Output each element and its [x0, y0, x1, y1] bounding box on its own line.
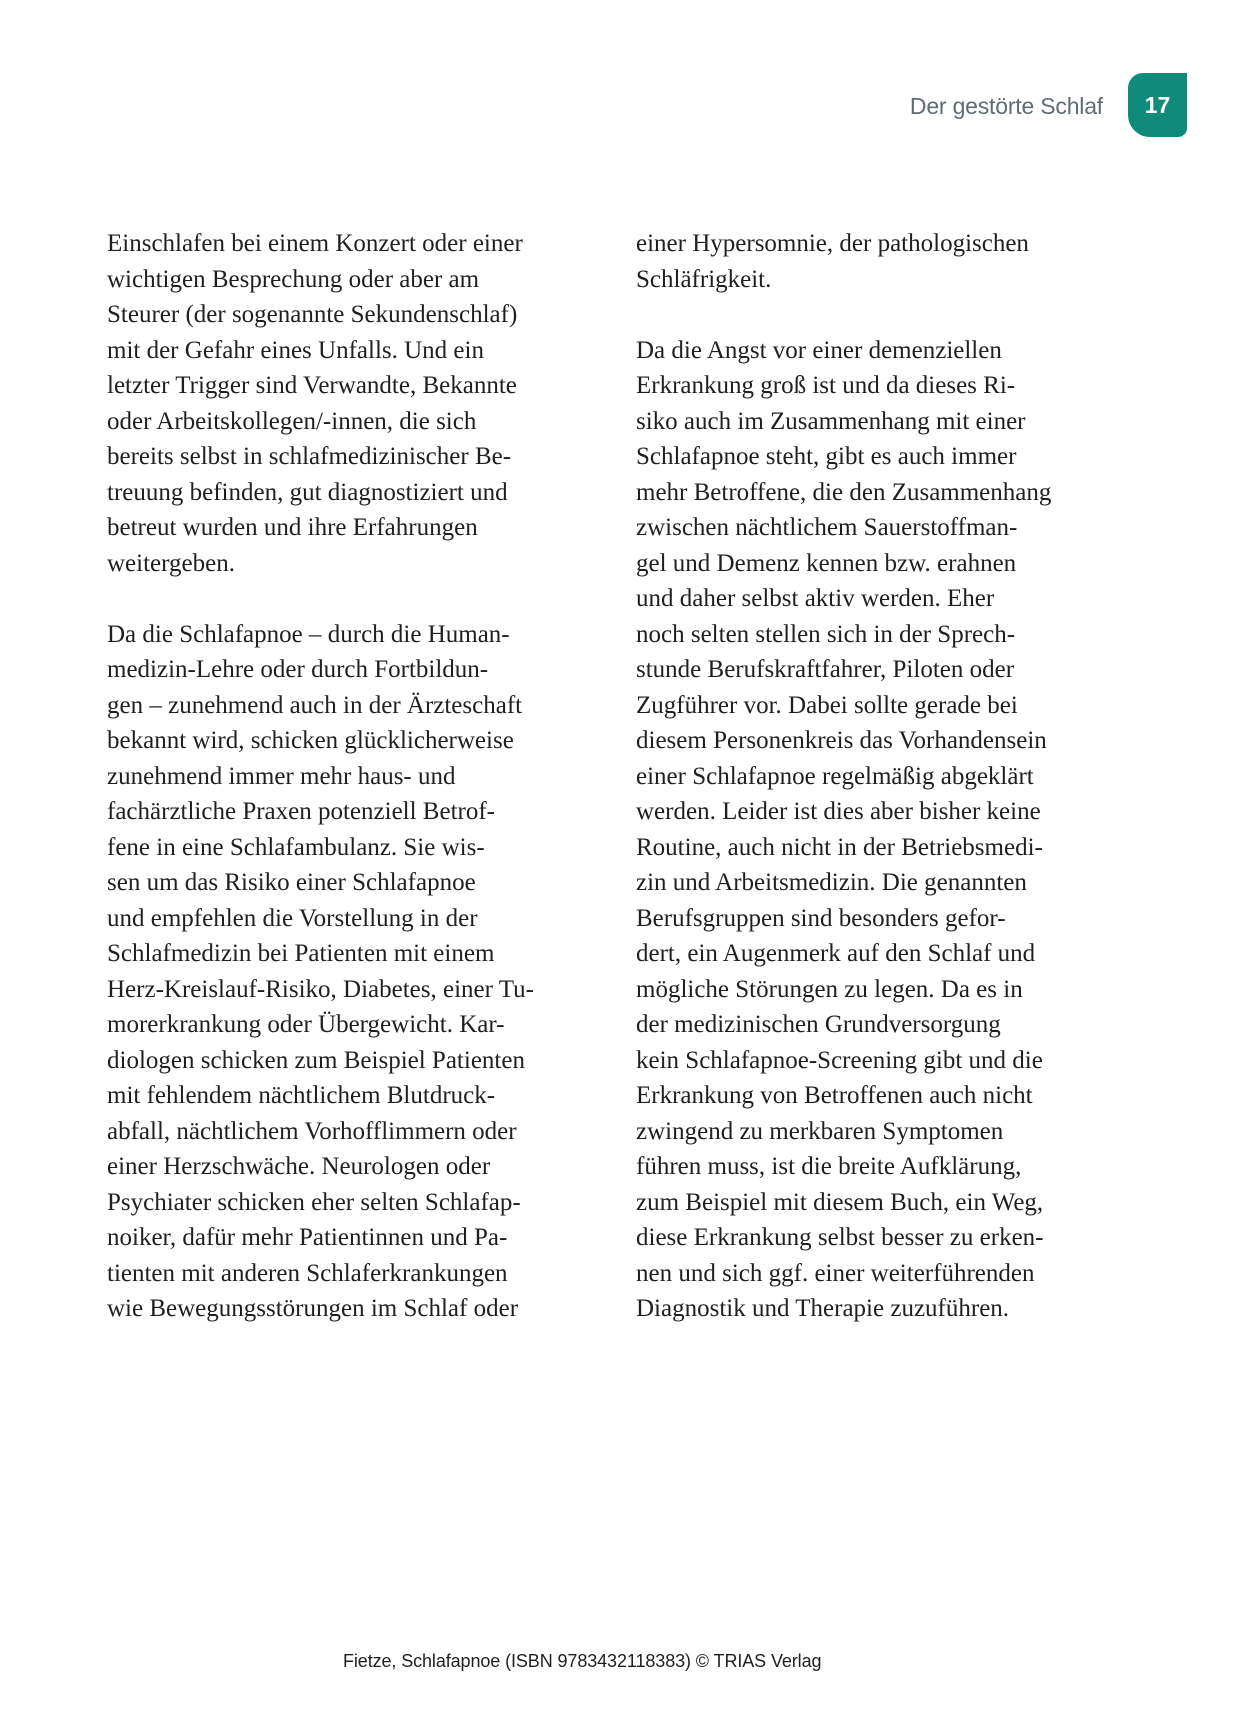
text-line: Psychiater schicken eher selten Schlafap-: [107, 1188, 521, 1216]
text-line: siko auch im Zusammenhang mit einer: [636, 407, 1026, 435]
text-line: Erkrankung von Betroffenen auch nicht: [636, 1082, 1033, 1109]
text-line: zunehmend immer mehr haus- und: [107, 762, 456, 790]
text-line: noch selten stellen sich in der Sprech-: [636, 620, 1016, 648]
text-line: Diagnostik und Therapie zuzuführen.: [636, 1295, 1010, 1322]
text-line: und empfehlen die Vorstellung in der: [107, 904, 478, 932]
text-line: diesem Personenkreis das Vorhandensein: [636, 727, 1047, 754]
page-number: 17: [1144, 91, 1171, 118]
text-line: Schlafmedizin bei Patienten mit einem: [107, 940, 495, 967]
text-line: zin und Arbeitsmedizin. Die genannten: [636, 869, 1027, 896]
text-line: medizin-Lehre oder durch Fortbildun-: [107, 656, 489, 683]
text-line: treuung befinden, gut diagnostiziert und: [107, 478, 508, 506]
text-line: oder Arbeitskollegen/-innen, die sich: [107, 407, 477, 435]
text-line: gel und Demenz kennen bzw. erahnen: [636, 549, 1017, 577]
text-line: Zugführer vor. Dabei sollte gerade bei: [636, 691, 1018, 719]
text-line: wie Bewegungsstörungen im Schlaf oder: [107, 1295, 519, 1322]
text-line: diese Erkrankung selbst besser zu erken-: [636, 1224, 1044, 1251]
paragraph: [636, 226, 1126, 297]
text-line: Da die Schlafapnoe – durch die Human-: [107, 620, 510, 648]
text-line: bereits selbst in schlafmedizinischer Be-: [107, 443, 512, 470]
running-header-title: Der gestörte Schlaf: [909, 93, 1103, 119]
text-line: dert, ein Augenmerk auf den Schlaf und: [636, 940, 1036, 967]
text-line: diologen schicken zum Beispiel Patienten: [107, 1046, 525, 1074]
text-line: zum Beispiel mit diesem Buch, ein Weg,: [636, 1188, 1044, 1216]
text-line: Routine, auch nicht in der Betriebsmedi-: [636, 833, 1043, 861]
text-line: wichtigen Besprechung oder aber am: [107, 265, 480, 293]
text-line: einer Schlafapnoe regelmäßig abgeklärt: [636, 762, 1034, 790]
text-line: stunde Berufskraftfahrer, Piloten oder: [636, 656, 1015, 683]
text-line: werden. Leider ist dies aber bisher keine: [636, 798, 1041, 825]
text-line: betreut wurden und ihre Erfahrungen: [107, 514, 478, 541]
text-line: sen um das Risiko einer Schlafapnoe: [107, 869, 476, 896]
text-line: einer Herzschwäche. Neurologen oder: [107, 1153, 491, 1180]
text-line: morerkrankung oder Übergewicht. Kar-: [107, 1011, 505, 1038]
text-line: mehr Betroffene, die den Zusammenhang: [636, 478, 1052, 506]
text-line: letzter Trigger sind Verwandte, Bekannte: [107, 372, 517, 399]
text-line: Da die Angst vor einer demenziellen: [636, 336, 1002, 364]
paragraph: [107, 617, 597, 1327]
text-line: abfall, nächtlichem Vorhofflimmern oder: [107, 1117, 517, 1145]
text-line: fachärztliche Praxen potenziell Betrof-: [107, 798, 496, 825]
text-line: gen – zunehmend auch in der Ärzteschaft: [107, 691, 523, 719]
text-line: noiker, dafür mehr Patientinnen und Pa-: [107, 1224, 508, 1251]
text-line: Berufsgruppen sind besonders gefor-: [636, 904, 1006, 932]
text-line: fene in eine Schlafambulanz. Sie wis-: [107, 833, 485, 861]
text-line: zwingend zu merkbaren Symptomen: [636, 1117, 1004, 1145]
text-line: Herz-Kreislauf-Risiko, Diabetes, einer Tu-: [107, 975, 534, 1003]
text-line: kein Schlafapnoe-Screening gibt und die: [636, 1046, 1043, 1074]
text-line: bekannt wird, schicken glücklicherweise: [107, 727, 514, 754]
text-line: einer Hypersomnie, der pathologischen: [636, 230, 1029, 257]
text-line: mit der Gefahr eines Unfalls. Und ein: [107, 336, 484, 364]
paragraph: [636, 333, 1126, 1327]
text-line: führen muss, ist die breite Aufklärung,: [636, 1153, 1022, 1180]
text-line: Schlafapnoe steht, gibt es auch immer: [636, 443, 1017, 470]
text-line: zwischen nächtlichem Sauerstoffman-: [636, 514, 1018, 541]
text-line: Steurer (der sogenannte Sekundenschlaf): [107, 301, 518, 328]
text-line: mit fehlendem nächtlichem Blutdruck-: [107, 1082, 496, 1109]
text-line: Einschlafen bei einem Konzert oder einer: [107, 230, 523, 257]
text-line: der medizinischen Grundversorgung: [636, 1011, 1001, 1038]
text-line: Schläfrigkeit.: [636, 265, 772, 293]
footer-imprint: Fietze, Schlafapnoe (ISBN 9783432118383) © TRIAS Verlag: [343, 1651, 822, 1671]
text-line: Erkrankung groß ist und da dieses Ri-: [636, 372, 1016, 399]
page-number-badge: [1128, 73, 1187, 137]
text-line: weitergeben.: [107, 549, 235, 577]
text-line: nen und sich ggf. einer weiterführenden: [636, 1259, 1035, 1287]
text-line: und daher selbst aktiv werden. Eher: [636, 585, 995, 612]
text-line: mögliche Störungen zu legen. Da es in: [636, 975, 1023, 1003]
text-line: tienten mit anderen Schlaferkrankungen: [107, 1259, 508, 1287]
paragraph: [107, 226, 597, 581]
text-column-right: [636, 226, 1126, 1327]
text-column-left: [107, 226, 597, 1327]
